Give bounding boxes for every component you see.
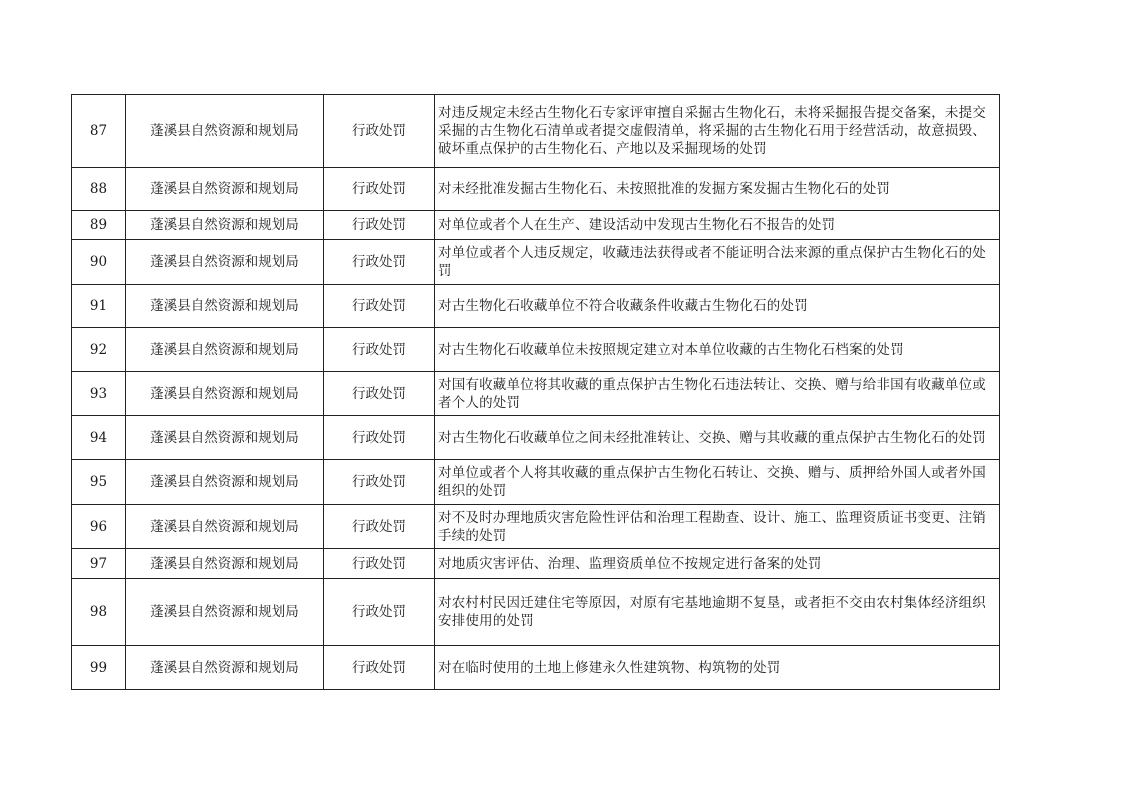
table-body — [72, 95, 1000, 690]
power-type-cell: 行政处罚 — [324, 168, 435, 211]
row-number: 91 — [72, 285, 126, 328]
power-type-cell: 行政处罚 — [324, 328, 435, 372]
agency-cell: 蓬溪县自然资源和规划局 — [126, 168, 324, 211]
power-type-cell: 行政处罚 — [324, 95, 435, 168]
agency-cell: 蓬溪县自然资源和规划局 — [126, 579, 324, 646]
matter-cell: 对不及时办理地质灾害危险性评估和治理工程勘查、设计、施工、监理资质证书变更、注销手续的处罚 — [435, 505, 1000, 549]
matter-cell: 对未经批准发掘古生物化石、未按照批准的发掘方案发掘古生物化石的处罚 — [435, 168, 1000, 211]
table-row — [72, 579, 1000, 646]
table-row — [72, 460, 1000, 505]
power-type-cell: 行政处罚 — [324, 211, 435, 240]
agency-cell: 蓬溪县自然资源和规划局 — [126, 372, 324, 416]
power-type-cell: 行政处罚 — [324, 549, 435, 579]
table-row — [72, 285, 1000, 328]
matter-cell: 对农村村民因迁建住宅等原因，对原有宅基地逾期不复垦，或者拒不交由农村集体经济组织安排使用的处罚 — [435, 579, 1000, 646]
row-number: 87 — [72, 95, 126, 168]
table-row — [72, 240, 1000, 285]
table-row — [72, 416, 1000, 460]
agency-cell: 蓬溪县自然资源和规划局 — [126, 328, 324, 372]
table-row — [72, 168, 1000, 211]
agency-cell: 蓬溪县自然资源和规划局 — [126, 505, 324, 549]
row-number: 97 — [72, 549, 126, 579]
row-number: 89 — [72, 211, 126, 240]
table-row — [72, 549, 1000, 579]
row-number: 88 — [72, 168, 126, 211]
row-number: 98 — [72, 579, 126, 646]
table-row — [72, 505, 1000, 549]
matter-cell: 对单位或者个人将其收藏的重点保护古生物化石转让、交换、赠与、质押给外国人或者外国组织的处罚 — [435, 460, 1000, 505]
power-type-cell: 行政处罚 — [324, 240, 435, 285]
power-type-cell: 行政处罚 — [324, 646, 435, 690]
row-number: 95 — [72, 460, 126, 505]
agency-cell: 蓬溪县自然资源和规划局 — [126, 211, 324, 240]
power-type-cell: 行政处罚 — [324, 579, 435, 646]
table-row — [72, 328, 1000, 372]
power-type-cell: 行政处罚 — [324, 460, 435, 505]
matter-cell: 对违反规定未经古生物化石专家评审擅自采掘古生物化石，未将采掘报告提交备案，未提交采掘的古生物化石清单或者提交虚假清单，将采掘的古生物化石用于经营活动，故意损毁、破坏重点保护的古生物化石、产地以及采掘现场的处罚 — [435, 95, 1000, 168]
agency-cell: 蓬溪县自然资源和规划局 — [126, 416, 324, 460]
row-number: 99 — [72, 646, 126, 690]
power-type-cell: 行政处罚 — [324, 285, 435, 328]
row-number: 93 — [72, 372, 126, 416]
agency-cell: 蓬溪县自然资源和规划局 — [126, 646, 324, 690]
row-number: 94 — [72, 416, 126, 460]
matter-cell: 对国有收藏单位将其收藏的重点保护古生物化石违法转让、交换、赠与给非国有收藏单位或者个人的处罚 — [435, 372, 1000, 416]
agency-cell: 蓬溪县自然资源和规划局 — [126, 549, 324, 579]
matter-cell: 对古生物化石收藏单位未按照规定建立对本单位收藏的古生物化石档案的处罚 — [435, 328, 1000, 372]
agency-cell: 蓬溪县自然资源和规划局 — [126, 240, 324, 285]
table-row — [72, 95, 1000, 168]
matter-cell: 对古生物化石收藏单位之间未经批准转让、交换、赠与其收藏的重点保护古生物化石的处罚 — [435, 416, 1000, 460]
row-number: 90 — [72, 240, 126, 285]
power-list-table — [71, 94, 1000, 690]
row-number: 92 — [72, 328, 126, 372]
matter-cell: 对单位或者个人违反规定，收藏违法获得或者不能证明合法来源的重点保护古生物化石的处罚 — [435, 240, 1000, 285]
power-type-cell: 行政处罚 — [324, 372, 435, 416]
matter-cell: 对古生物化石收藏单位不符合收藏条件收藏古生物化石的处罚 — [435, 285, 1000, 328]
agency-cell: 蓬溪县自然资源和规划局 — [126, 95, 324, 168]
matter-cell: 对地质灾害评估、治理、监理资质单位不按规定进行备案的处罚 — [435, 549, 1000, 579]
power-type-cell: 行政处罚 — [324, 416, 435, 460]
row-number: 96 — [72, 505, 126, 549]
table-row — [72, 646, 1000, 690]
table-row — [72, 372, 1000, 416]
table-row — [72, 211, 1000, 240]
matter-cell: 对在临时使用的土地上修建永久性建筑物、构筑物的处罚 — [435, 646, 1000, 690]
power-type-cell: 行政处罚 — [324, 505, 435, 549]
agency-cell: 蓬溪县自然资源和规划局 — [126, 460, 324, 505]
agency-cell: 蓬溪县自然资源和规划局 — [126, 285, 324, 328]
matter-cell: 对单位或者个人在生产、建设活动中发现古生物化石不报告的处罚 — [435, 211, 1000, 240]
